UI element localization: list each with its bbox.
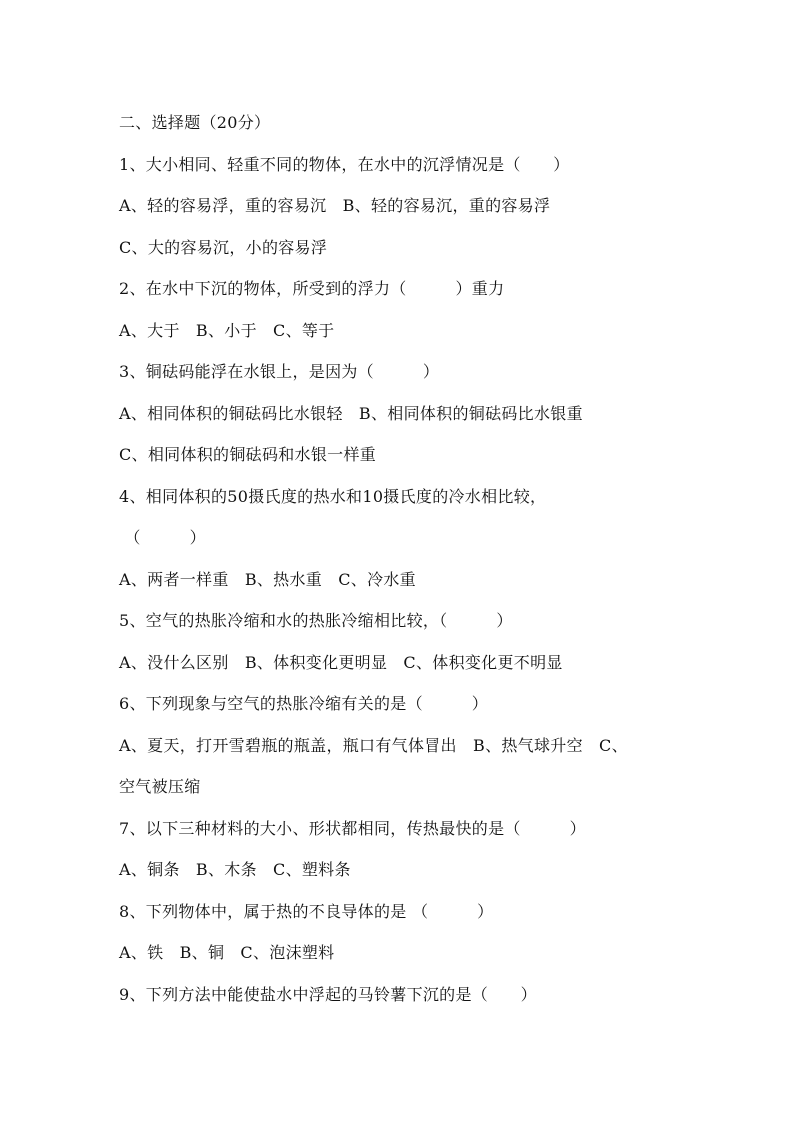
question-5-options: A、没什么区别 B、体积变化更明显 C、体积变化更不明显 — [119, 652, 563, 672]
question-4: 4、相同体积的50摄氏度的热水和10摄氏度的冷水相比较， — [119, 486, 547, 506]
question-7-options: A、铜条 B、木条 C、塑料条 — [119, 860, 351, 879]
question-3: 3、铜砝码能浮在水银上，是因为（ ） — [119, 362, 440, 381]
question-3-options-ab: A、相同体积的铜砝码比水银轻 B、相同体积的铜砝码比水银重 — [119, 403, 583, 423]
question-2: 2、在水中下沉的物体，所受到的浮力（ ）重力 — [119, 279, 505, 298]
question-1: 1、大小相同、轻重不同的物体，在水中的沉浮情况是（ ） — [119, 154, 570, 174]
question-8: 8、下列物体中，属于热的不良导体的是 （ ） — [119, 901, 494, 921]
question-3-option-c: C、相同体积的铜砝码和水银一样重 — [119, 445, 377, 464]
question-6: 6、下列现象与空气的热胀冷缩有关的是（ ） — [119, 694, 489, 713]
question-8-options: A、铁 B、铜 C、泡沫塑料 — [119, 943, 335, 962]
question-1-options-ab: A、轻的容易浮，重的容易沉 B、轻的容易沉，重的容易浮 — [119, 196, 551, 215]
question-2-options: A、大于 B、小于 C、等于 — [119, 320, 335, 340]
question-9: 9、下列方法中能使盐水中浮起的马铃薯下沉的是（ ） — [119, 984, 537, 1004]
section-title: 二、选择题（20分） — [119, 113, 271, 132]
question-4-blank: （ ） — [119, 528, 206, 547]
question-6-options-continued: 空气被压缩 — [119, 777, 201, 796]
question-4-options: A、两者一样重 B、热水重 C、冷水重 — [119, 569, 416, 589]
question-6-options: A、夏天，打开雪碧瓶的瓶盖，瓶口有气体冒出 B、热气球升空 C、 — [119, 735, 628, 755]
question-1-option-c: C、大的容易沉，小的容易浮 — [119, 237, 328, 257]
question-5: 5、空气的热胀冷缩和水的热胀冷缩相比较，（ ） — [119, 611, 513, 630]
question-7: 7、以下三种材料的大小、形状都相同，传热最快的是（ ） — [119, 818, 586, 838]
question-section — [119, 102, 679, 1015]
